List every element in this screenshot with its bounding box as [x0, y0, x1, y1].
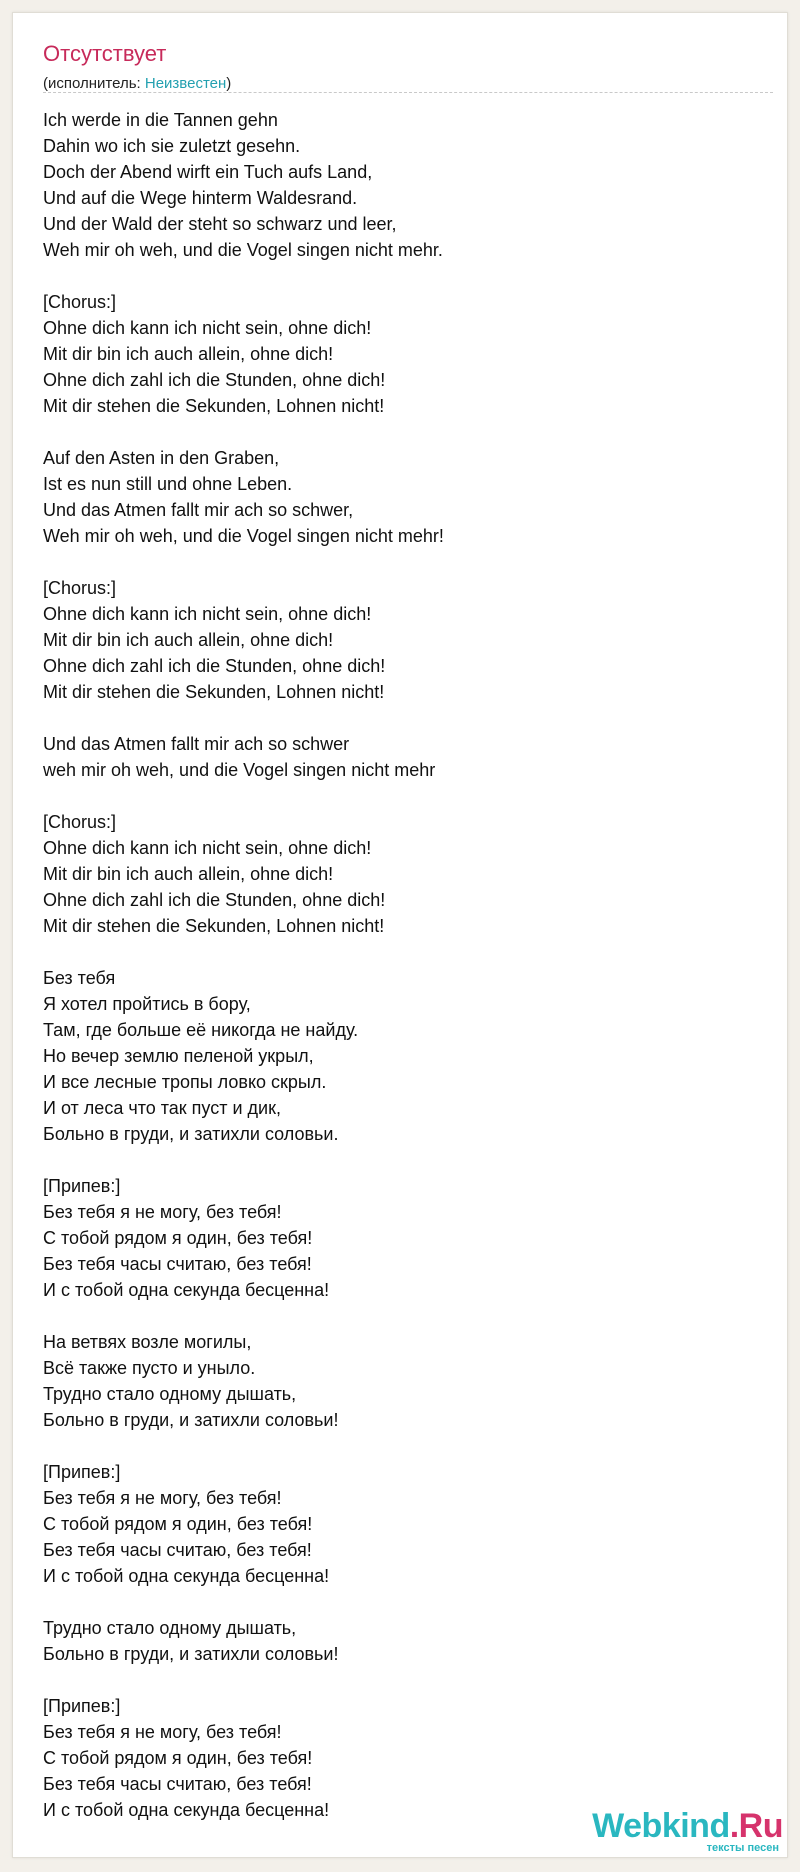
artist-suffix: )	[226, 75, 232, 92]
song-title: Отсутствует	[43, 41, 167, 66]
webkind-logo[interactable]	[583, 1807, 783, 1863]
logo-word: Webkind	[592, 1807, 730, 1845]
artist-link[interactable]: Неизвестен	[144, 75, 227, 92]
logo-wordmark	[592, 1809, 783, 1843]
artist-prefix: (исполнитель:	[43, 75, 145, 92]
lyrics-text: Ich werde in die Tannen gehn Dahin wo ich sie zuletzt gesehn. Doch der Abend wirft ein Tuch aufs Land, Und auf die Wege hinterm Waldesrand. Und der Wald der steht so schwarz und leer, Weh mir oh weh, und die Vogel singen nicht mehr. [Chorus:] Ohne dich kann ich nicht sein, ohne dich! Mit dir bin ich auch allein, ohne dich! Ohne dich zahl ich die Stunden, ohne dich! Mit dir stehen die Sekunden, Lohnen nicht! Auf den Asten in den Graben, Ist es nun still und ohne Leben. Und das Atmen fallt mir ach so schwer, Weh mir oh weh, und die Vogel singen nicht mehr! [Chorus:] Ohne dich kann ich nicht sein, ohne dich! Mit dir bin ich auch allein, ohne dich! Ohne dich zahl ich die Stunden, ohne dich! Mit dir stehen die Sekunden, Lohnen nicht! Und das Atmen fallt mir ach so schwer weh mir oh weh, und die Vogel singen nicht mehr [Chorus:] Ohne dich kann ich nicht sein, ohne dich! Mit dir bin ich auch allein, ohne dich! Ohne dich zahl ich die Stunden, ohne dich! Mit dir stehen die Sekunden, Lohnen nicht! Без тебя Я хотел пройтись в бору, Там, где больше её никогда не найду. Но вечер землю пеленой укрыл, И все лесные тропы ловко скрыл. И от леса что так пуст и дик, Больно в груди, и затихли соловьи. [Припев:] Без тебя я не могу, без тебя! С тобой рядом я один, без тебя! Без тебя часы считаю, без тебя! И с тобой одна секунда бесценна! На ветвях возле могилы, Всё также пусто и уныло. Трудно стало одному дышать, Больно в груди, и затихли соловьи! [Припев:] Без тебя я не могу, без тебя! С тобой рядом я один, без тебя! Без тебя часы считаю, без тебя! И с тобой одна секунда бесценна! Трудно стало одному дышать, Больно в груди, и затихли соловьи! [Припев:] Без тебя я не могу, без тебя! С тобой рядом я один, без тебя! Без тебя часы считаю, без тебя! И с тобой одна секунда бесценна!	[43, 110, 444, 1820]
lyrics-card	[12, 12, 788, 1858]
divider	[43, 92, 773, 93]
artist-line	[43, 75, 231, 93]
logo-tld: .Ru	[729, 1807, 783, 1845]
logo-tagline: тексты песен	[706, 1842, 779, 1854]
